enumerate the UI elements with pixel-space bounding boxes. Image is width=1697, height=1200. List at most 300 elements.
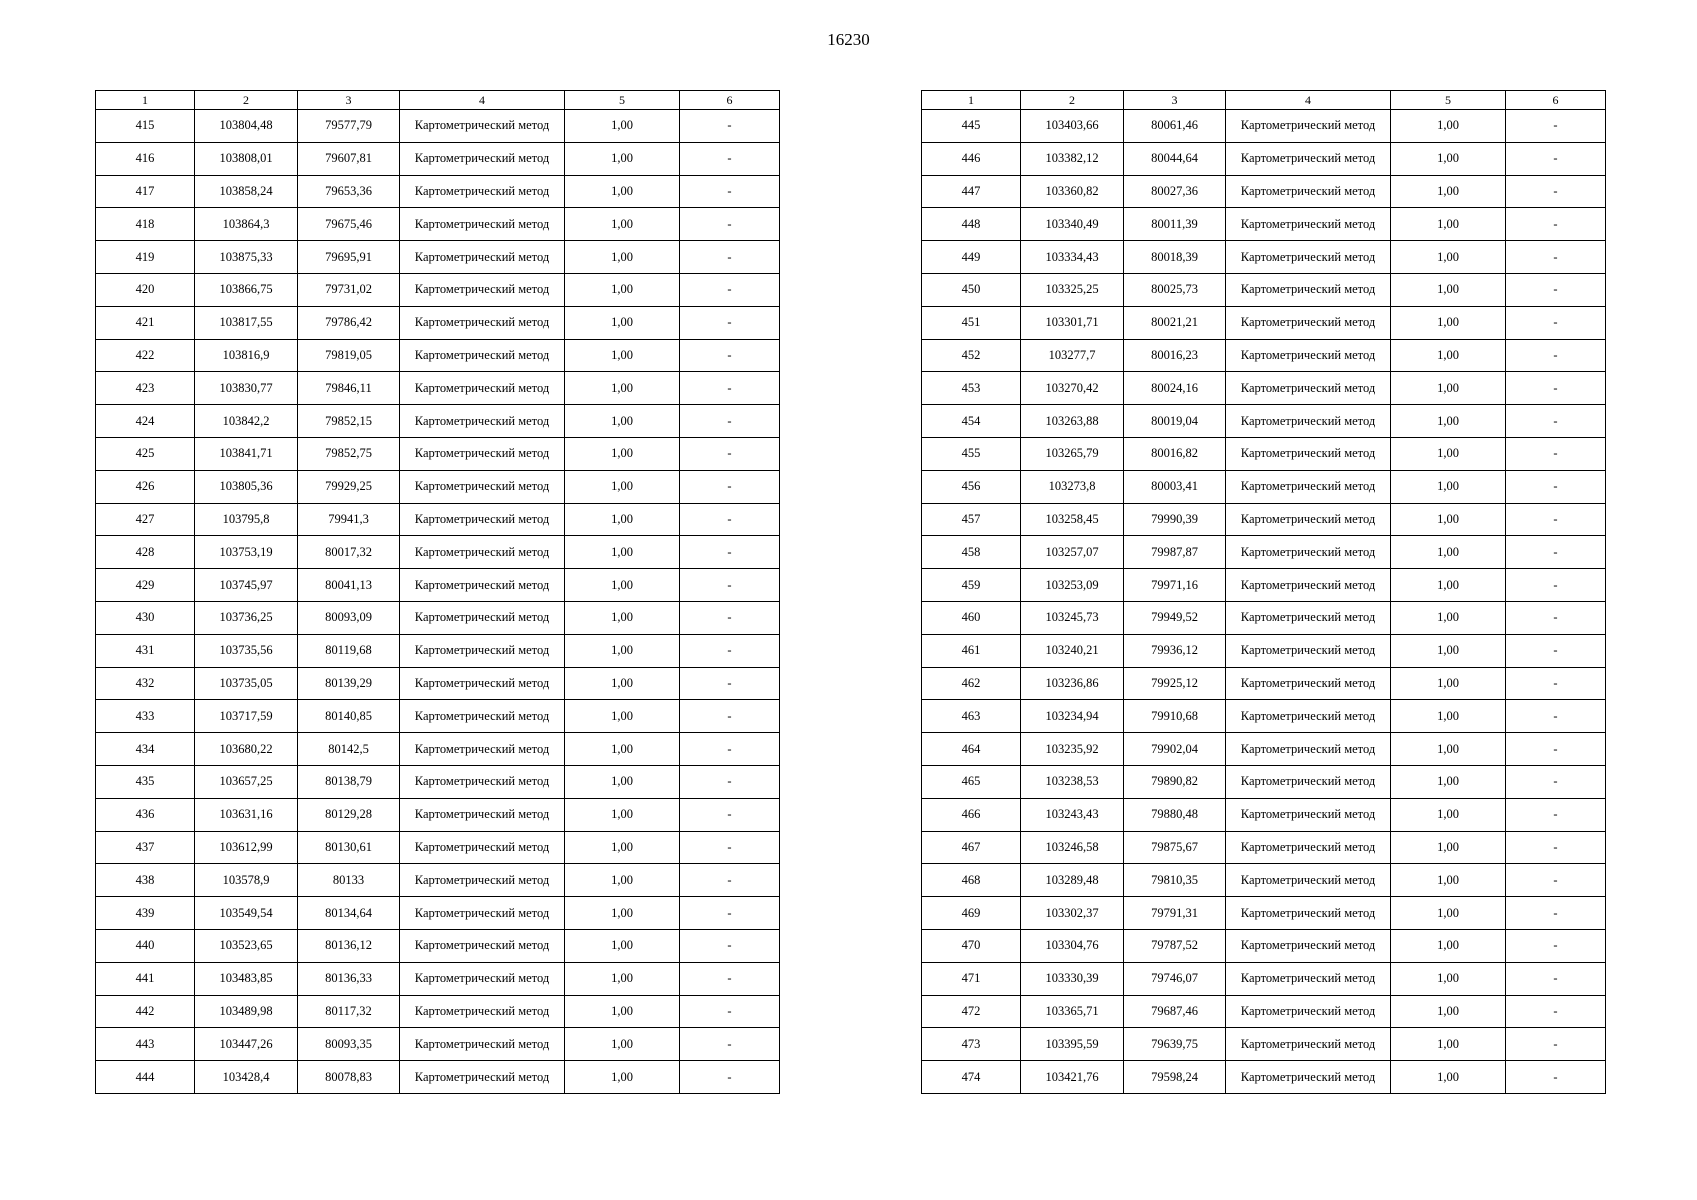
cell-description: - xyxy=(1506,372,1606,405)
cell-accuracy: 1,00 xyxy=(1391,241,1506,274)
cell-y-coordinate: 79880,48 xyxy=(1124,798,1226,831)
cell-method: Картометрический метод xyxy=(1226,470,1391,503)
cell-description: - xyxy=(680,929,780,962)
cell-description: - xyxy=(680,995,780,1028)
table-row xyxy=(96,536,780,569)
cell-y-coordinate: 80061,46 xyxy=(1124,110,1226,143)
cell-x-coordinate: 103360,82 xyxy=(1021,175,1124,208)
cell-x-coordinate: 103736,25 xyxy=(195,601,298,634)
cell-point-number: 432 xyxy=(96,667,195,700)
cell-x-coordinate: 103270,42 xyxy=(1021,372,1124,405)
table-row xyxy=(922,536,1606,569)
cell-accuracy: 1,00 xyxy=(1391,962,1506,995)
table-row xyxy=(96,667,780,700)
cell-accuracy: 1,00 xyxy=(565,667,680,700)
table-row xyxy=(922,503,1606,536)
cell-description: - xyxy=(1506,601,1606,634)
cell-point-number: 442 xyxy=(96,995,195,1028)
cell-accuracy: 1,00 xyxy=(565,569,680,602)
cell-point-number: 472 xyxy=(922,995,1021,1028)
cell-y-coordinate: 79941,3 xyxy=(298,503,400,536)
table-row xyxy=(96,175,780,208)
cell-accuracy: 1,00 xyxy=(565,208,680,241)
cell-y-coordinate: 79577,79 xyxy=(298,110,400,143)
cell-y-coordinate: 80016,82 xyxy=(1124,437,1226,470)
cell-x-coordinate: 103805,36 xyxy=(195,470,298,503)
cell-point-number: 443 xyxy=(96,1028,195,1061)
cell-description: - xyxy=(1506,405,1606,438)
cell-point-number: 434 xyxy=(96,733,195,766)
cell-description: - xyxy=(1506,733,1606,766)
column-header-method: 4 xyxy=(1226,91,1391,110)
cell-description: - xyxy=(680,700,780,733)
cell-x-coordinate: 103483,85 xyxy=(195,962,298,995)
cell-x-coordinate: 103875,33 xyxy=(195,241,298,274)
cell-y-coordinate: 79695,91 xyxy=(298,241,400,274)
cell-method: Картометрический метод xyxy=(400,175,565,208)
cell-x-coordinate: 103253,09 xyxy=(1021,569,1124,602)
cell-accuracy: 1,00 xyxy=(1391,700,1506,733)
cell-accuracy: 1,00 xyxy=(1391,634,1506,667)
cell-y-coordinate: 80017,32 xyxy=(298,536,400,569)
cell-method: Картометрический метод xyxy=(400,798,565,831)
cell-y-coordinate: 79987,87 xyxy=(1124,536,1226,569)
table-row xyxy=(922,667,1606,700)
cell-y-coordinate: 80078,83 xyxy=(298,1061,400,1094)
cell-y-coordinate: 79787,52 xyxy=(1124,929,1226,962)
cell-x-coordinate: 103745,97 xyxy=(195,569,298,602)
cell-description: - xyxy=(680,798,780,831)
table-header xyxy=(96,91,780,110)
cell-method: Картометрический метод xyxy=(1226,864,1391,897)
cell-point-number: 441 xyxy=(96,962,195,995)
cell-point-number: 430 xyxy=(96,601,195,634)
cell-x-coordinate: 103816,9 xyxy=(195,339,298,372)
cell-description: - xyxy=(1506,569,1606,602)
cell-y-coordinate: 80093,09 xyxy=(298,601,400,634)
cell-accuracy: 1,00 xyxy=(1391,208,1506,241)
cell-x-coordinate: 103330,39 xyxy=(1021,962,1124,995)
cell-x-coordinate: 103382,12 xyxy=(1021,142,1124,175)
cell-description: - xyxy=(1506,241,1606,274)
cell-point-number: 423 xyxy=(96,372,195,405)
cell-accuracy: 1,00 xyxy=(1391,306,1506,339)
cell-description: - xyxy=(680,175,780,208)
cell-description: - xyxy=(1506,208,1606,241)
table-row xyxy=(922,175,1606,208)
cell-description: - xyxy=(680,536,780,569)
cell-method: Картометрический метод xyxy=(1226,929,1391,962)
table-row xyxy=(922,142,1606,175)
table-row xyxy=(96,306,780,339)
cell-accuracy: 1,00 xyxy=(565,142,680,175)
cell-point-number: 463 xyxy=(922,700,1021,733)
cell-accuracy: 1,00 xyxy=(565,929,680,962)
table-row xyxy=(96,437,780,470)
cell-accuracy: 1,00 xyxy=(1391,405,1506,438)
cell-x-coordinate: 103680,22 xyxy=(195,733,298,766)
cell-point-number: 452 xyxy=(922,339,1021,372)
cell-y-coordinate: 79746,07 xyxy=(1124,962,1226,995)
cell-description: - xyxy=(1506,700,1606,733)
cell-point-number: 447 xyxy=(922,175,1021,208)
cell-point-number: 450 xyxy=(922,273,1021,306)
cell-description: - xyxy=(680,667,780,700)
cell-description: - xyxy=(680,864,780,897)
cell-x-coordinate: 103257,07 xyxy=(1021,536,1124,569)
cell-accuracy: 1,00 xyxy=(565,437,680,470)
table-row xyxy=(922,569,1606,602)
table-row xyxy=(922,470,1606,503)
cell-description: - xyxy=(680,601,780,634)
header-row xyxy=(922,91,1606,110)
cell-x-coordinate: 103735,56 xyxy=(195,634,298,667)
cell-point-number: 426 xyxy=(96,470,195,503)
cell-y-coordinate: 80041,13 xyxy=(298,569,400,602)
coordinates-table-right xyxy=(921,90,1606,1094)
cell-x-coordinate: 103277,7 xyxy=(1021,339,1124,372)
table-row xyxy=(922,1028,1606,1061)
cell-point-number: 424 xyxy=(96,405,195,438)
table-row xyxy=(922,372,1606,405)
cell-description: - xyxy=(1506,1061,1606,1094)
cell-y-coordinate: 80129,28 xyxy=(298,798,400,831)
cell-point-number: 436 xyxy=(96,798,195,831)
cell-method: Картометрический метод xyxy=(400,929,565,962)
cell-method: Картометрический метод xyxy=(400,864,565,897)
cell-accuracy: 1,00 xyxy=(565,1061,680,1094)
cell-x-coordinate: 103866,75 xyxy=(195,273,298,306)
cell-method: Картометрический метод xyxy=(400,667,565,700)
cell-method: Картометрический метод xyxy=(1226,208,1391,241)
cell-method: Картометрический метод xyxy=(400,897,565,930)
cell-method: Картометрический метод xyxy=(400,765,565,798)
cell-method: Картометрический метод xyxy=(400,995,565,1028)
cell-x-coordinate: 103301,71 xyxy=(1021,306,1124,339)
cell-point-number: 458 xyxy=(922,536,1021,569)
cell-y-coordinate: 80119,68 xyxy=(298,634,400,667)
cell-y-coordinate: 79929,25 xyxy=(298,470,400,503)
cell-y-coordinate: 80133 xyxy=(298,864,400,897)
cell-accuracy: 1,00 xyxy=(1391,339,1506,372)
cell-method: Картометрический метод xyxy=(400,601,565,634)
cell-description: - xyxy=(1506,110,1606,143)
column-header-method: 4 xyxy=(400,91,565,110)
cell-accuracy: 1,00 xyxy=(565,175,680,208)
cell-x-coordinate: 103240,21 xyxy=(1021,634,1124,667)
table-row xyxy=(922,110,1606,143)
cell-x-coordinate: 103631,16 xyxy=(195,798,298,831)
cell-method: Картометрический метод xyxy=(1226,765,1391,798)
cell-x-coordinate: 103795,8 xyxy=(195,503,298,536)
cell-point-number: 466 xyxy=(922,798,1021,831)
cell-description: - xyxy=(680,1028,780,1061)
cell-x-coordinate: 103263,88 xyxy=(1021,405,1124,438)
table-row xyxy=(96,601,780,634)
cell-accuracy: 1,00 xyxy=(1391,1028,1506,1061)
cell-x-coordinate: 103235,92 xyxy=(1021,733,1124,766)
cell-x-coordinate: 103245,73 xyxy=(1021,601,1124,634)
cell-accuracy: 1,00 xyxy=(1391,765,1506,798)
cell-y-coordinate: 79786,42 xyxy=(298,306,400,339)
cell-point-number: 473 xyxy=(922,1028,1021,1061)
table-row xyxy=(96,470,780,503)
cell-y-coordinate: 79925,12 xyxy=(1124,667,1226,700)
cell-x-coordinate: 103258,45 xyxy=(1021,503,1124,536)
page-number: 16230 xyxy=(827,30,870,49)
cell-method: Картометрический метод xyxy=(400,962,565,995)
cell-point-number: 449 xyxy=(922,241,1021,274)
column-header-point-number: 1 xyxy=(922,91,1021,110)
table-row xyxy=(96,634,780,667)
cell-method: Картометрический метод xyxy=(1226,700,1391,733)
cell-point-number: 440 xyxy=(96,929,195,962)
cell-description: - xyxy=(1506,470,1606,503)
cell-x-coordinate: 103238,53 xyxy=(1021,765,1124,798)
column-header-accuracy: 5 xyxy=(565,91,680,110)
cell-method: Картометрический метод xyxy=(1226,503,1391,536)
cell-method: Картометрический метод xyxy=(400,1028,565,1061)
table-row xyxy=(96,110,780,143)
cell-accuracy: 1,00 xyxy=(565,864,680,897)
cell-description: - xyxy=(680,405,780,438)
cell-accuracy: 1,00 xyxy=(565,1028,680,1061)
cell-point-number: 462 xyxy=(922,667,1021,700)
cell-description: - xyxy=(1506,175,1606,208)
cell-point-number: 446 xyxy=(922,142,1021,175)
cell-accuracy: 1,00 xyxy=(1391,929,1506,962)
cell-method: Картометрический метод xyxy=(1226,897,1391,930)
cell-description: - xyxy=(1506,1028,1606,1061)
cell-description: - xyxy=(1506,306,1606,339)
cell-point-number: 444 xyxy=(96,1061,195,1094)
cell-accuracy: 1,00 xyxy=(1391,1061,1506,1094)
cell-method: Картометрический метод xyxy=(1226,569,1391,602)
cell-y-coordinate: 79687,46 xyxy=(1124,995,1226,1028)
cell-accuracy: 1,00 xyxy=(565,601,680,634)
cell-point-number: 465 xyxy=(922,765,1021,798)
cell-y-coordinate: 79639,75 xyxy=(1124,1028,1226,1061)
cell-point-number: 433 xyxy=(96,700,195,733)
table-row xyxy=(922,208,1606,241)
cell-y-coordinate: 80139,29 xyxy=(298,667,400,700)
cell-description: - xyxy=(1506,437,1606,470)
cell-method: Картометрический метод xyxy=(1226,372,1391,405)
table-row xyxy=(96,798,780,831)
cell-point-number: 470 xyxy=(922,929,1021,962)
cell-accuracy: 1,00 xyxy=(565,306,680,339)
cell-description: - xyxy=(680,634,780,667)
cell-y-coordinate: 80021,21 xyxy=(1124,306,1226,339)
cell-point-number: 467 xyxy=(922,831,1021,864)
cell-description: - xyxy=(1506,667,1606,700)
cell-point-number: 461 xyxy=(922,634,1021,667)
cell-point-number: 453 xyxy=(922,372,1021,405)
cell-point-number: 439 xyxy=(96,897,195,930)
cell-point-number: 454 xyxy=(922,405,1021,438)
column-header-description: 6 xyxy=(680,91,780,110)
cell-x-coordinate: 103334,43 xyxy=(1021,241,1124,274)
cell-point-number: 460 xyxy=(922,601,1021,634)
cell-y-coordinate: 80018,39 xyxy=(1124,241,1226,274)
table-body xyxy=(922,110,1606,1094)
table-row xyxy=(922,864,1606,897)
cell-description: - xyxy=(1506,765,1606,798)
table-row xyxy=(96,142,780,175)
cell-point-number: 431 xyxy=(96,634,195,667)
cell-y-coordinate: 79990,39 xyxy=(1124,503,1226,536)
cell-description: - xyxy=(680,110,780,143)
cell-point-number: 427 xyxy=(96,503,195,536)
table-row xyxy=(96,372,780,405)
cell-point-number: 448 xyxy=(922,208,1021,241)
cell-y-coordinate: 79890,82 xyxy=(1124,765,1226,798)
cell-accuracy: 1,00 xyxy=(565,733,680,766)
cell-x-coordinate: 103717,59 xyxy=(195,700,298,733)
cell-description: - xyxy=(1506,339,1606,372)
table-row xyxy=(96,405,780,438)
cell-point-number: 455 xyxy=(922,437,1021,470)
column-header-point-number: 1 xyxy=(96,91,195,110)
cell-description: - xyxy=(1506,831,1606,864)
cell-y-coordinate: 79653,36 xyxy=(298,175,400,208)
table-row xyxy=(922,798,1606,831)
cell-y-coordinate: 79819,05 xyxy=(298,339,400,372)
cell-description: - xyxy=(680,831,780,864)
table-row xyxy=(96,569,780,602)
cell-accuracy: 1,00 xyxy=(1391,175,1506,208)
cell-method: Картометрический метод xyxy=(1226,175,1391,208)
cell-point-number: 415 xyxy=(96,110,195,143)
cell-point-number: 445 xyxy=(922,110,1021,143)
cell-point-number: 451 xyxy=(922,306,1021,339)
cell-y-coordinate: 80016,23 xyxy=(1124,339,1226,372)
cell-accuracy: 1,00 xyxy=(565,700,680,733)
cell-y-coordinate: 79846,11 xyxy=(298,372,400,405)
cell-method: Картометрический метод xyxy=(400,1061,565,1094)
cell-accuracy: 1,00 xyxy=(565,831,680,864)
cell-accuracy: 1,00 xyxy=(1391,536,1506,569)
cell-accuracy: 1,00 xyxy=(1391,831,1506,864)
table-row xyxy=(922,1061,1606,1094)
cell-accuracy: 1,00 xyxy=(1391,864,1506,897)
cell-x-coordinate: 103395,59 xyxy=(1021,1028,1124,1061)
cell-description: - xyxy=(1506,142,1606,175)
cell-accuracy: 1,00 xyxy=(1391,569,1506,602)
cell-method: Картометрический метод xyxy=(400,733,565,766)
cell-description: - xyxy=(680,1061,780,1094)
cell-point-number: 464 xyxy=(922,733,1021,766)
cell-point-number: 428 xyxy=(96,536,195,569)
cell-y-coordinate: 80117,32 xyxy=(298,995,400,1028)
cell-accuracy: 1,00 xyxy=(565,798,680,831)
cell-y-coordinate: 80019,04 xyxy=(1124,405,1226,438)
cell-x-coordinate: 103864,3 xyxy=(195,208,298,241)
cell-x-coordinate: 103657,25 xyxy=(195,765,298,798)
cell-accuracy: 1,00 xyxy=(565,962,680,995)
table-row xyxy=(922,339,1606,372)
cell-y-coordinate: 80134,64 xyxy=(298,897,400,930)
cell-method: Картометрический метод xyxy=(400,569,565,602)
cell-point-number: 435 xyxy=(96,765,195,798)
cell-point-number: 471 xyxy=(922,962,1021,995)
cell-x-coordinate: 103403,66 xyxy=(1021,110,1124,143)
cell-point-number: 469 xyxy=(922,897,1021,930)
cell-method: Картометрический метод xyxy=(400,372,565,405)
cell-method: Картометрический метод xyxy=(1226,962,1391,995)
cell-method: Картометрический метод xyxy=(1226,273,1391,306)
column-header-x-coordinate: 2 xyxy=(1021,91,1124,110)
cell-y-coordinate: 79852,15 xyxy=(298,405,400,438)
cell-description: - xyxy=(680,962,780,995)
cell-x-coordinate: 103523,65 xyxy=(195,929,298,962)
cell-description: - xyxy=(680,470,780,503)
cell-accuracy: 1,00 xyxy=(565,241,680,274)
cell-description: - xyxy=(680,306,780,339)
cell-y-coordinate: 80011,39 xyxy=(1124,208,1226,241)
table-row xyxy=(922,437,1606,470)
cell-accuracy: 1,00 xyxy=(1391,601,1506,634)
cell-x-coordinate: 103753,19 xyxy=(195,536,298,569)
cell-description: - xyxy=(680,142,780,175)
cell-accuracy: 1,00 xyxy=(1391,897,1506,930)
table-header xyxy=(922,91,1606,110)
cell-method: Картометрический метод xyxy=(1226,110,1391,143)
cell-x-coordinate: 103804,48 xyxy=(195,110,298,143)
cell-x-coordinate: 103234,94 xyxy=(1021,700,1124,733)
cell-point-number: 437 xyxy=(96,831,195,864)
cell-x-coordinate: 103340,49 xyxy=(1021,208,1124,241)
cell-x-coordinate: 103302,37 xyxy=(1021,897,1124,930)
cell-method: Картометрический метод xyxy=(1226,306,1391,339)
cell-description: - xyxy=(680,273,780,306)
cell-method: Картометрический метод xyxy=(1226,339,1391,372)
cell-x-coordinate: 103841,71 xyxy=(195,437,298,470)
cell-x-coordinate: 103421,76 xyxy=(1021,1061,1124,1094)
cell-method: Картометрический метод xyxy=(400,306,565,339)
cell-y-coordinate: 79791,31 xyxy=(1124,897,1226,930)
cell-accuracy: 1,00 xyxy=(1391,110,1506,143)
column-header-accuracy: 5 xyxy=(1391,91,1506,110)
cell-x-coordinate: 103246,58 xyxy=(1021,831,1124,864)
cell-y-coordinate: 80025,73 xyxy=(1124,273,1226,306)
cell-y-coordinate: 79607,81 xyxy=(298,142,400,175)
cell-method: Картометрический метод xyxy=(400,142,565,175)
cell-y-coordinate: 80136,33 xyxy=(298,962,400,995)
cell-description: - xyxy=(680,733,780,766)
cell-accuracy: 1,00 xyxy=(565,405,680,438)
cell-description: - xyxy=(1506,962,1606,995)
cell-accuracy: 1,00 xyxy=(1391,142,1506,175)
column-header-x-coordinate: 2 xyxy=(195,91,298,110)
cell-method: Картометрический метод xyxy=(400,437,565,470)
cell-method: Картометрический метод xyxy=(1226,437,1391,470)
cell-description: - xyxy=(680,339,780,372)
cell-accuracy: 1,00 xyxy=(1391,798,1506,831)
cell-description: - xyxy=(680,765,780,798)
cell-accuracy: 1,00 xyxy=(565,897,680,930)
cell-accuracy: 1,00 xyxy=(1391,503,1506,536)
cell-point-number: 417 xyxy=(96,175,195,208)
cell-y-coordinate: 79949,52 xyxy=(1124,601,1226,634)
cell-y-coordinate: 80027,36 xyxy=(1124,175,1226,208)
cell-y-coordinate: 79731,02 xyxy=(298,273,400,306)
table-row xyxy=(96,995,780,1028)
table-row xyxy=(922,306,1606,339)
cell-description: - xyxy=(680,437,780,470)
cell-accuracy: 1,00 xyxy=(565,765,680,798)
cell-point-number: 416 xyxy=(96,142,195,175)
